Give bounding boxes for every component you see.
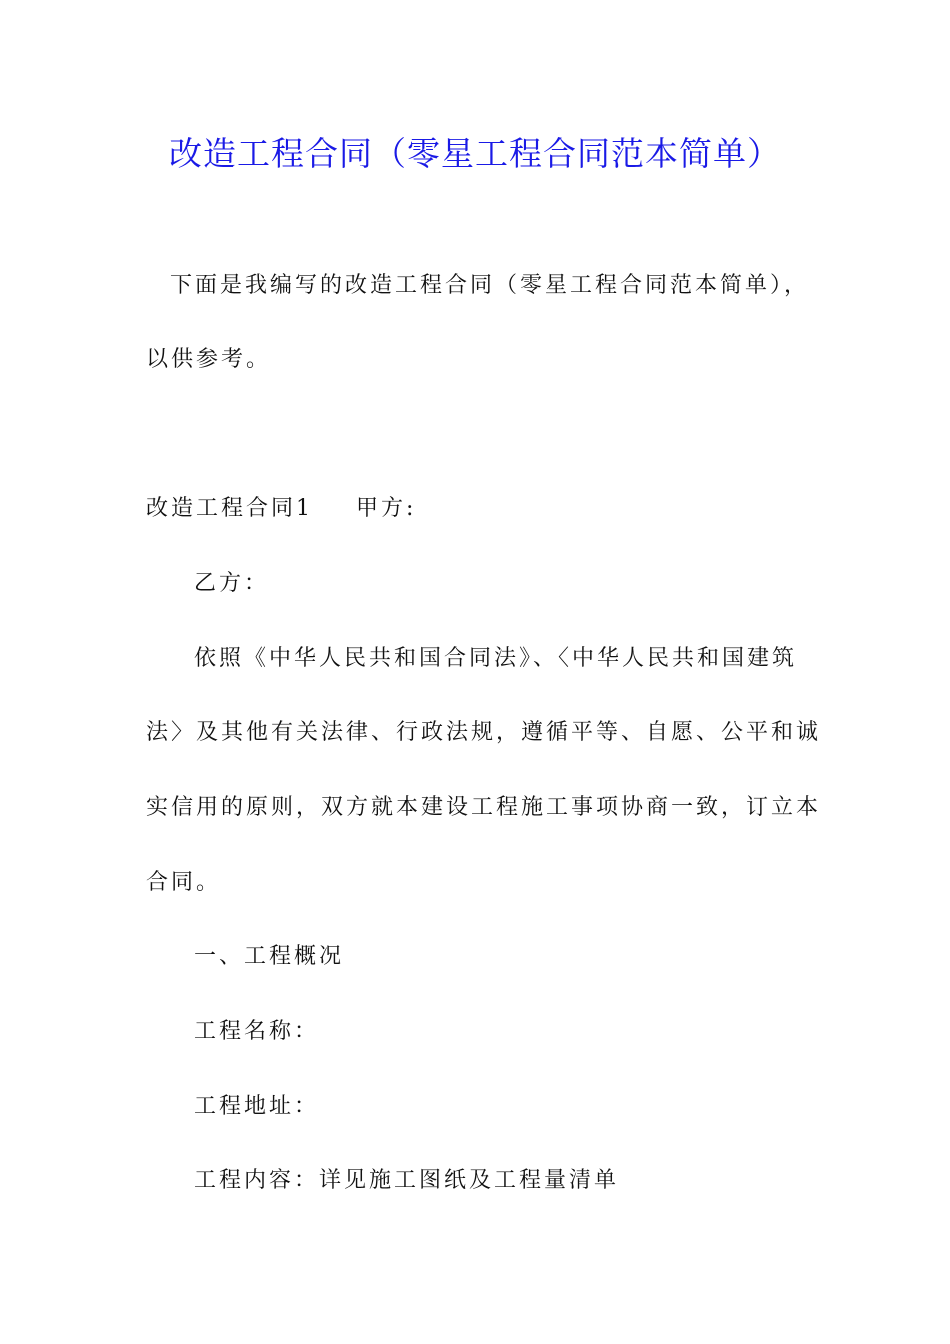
contract-heading: 改造工程合同1 [146,496,313,521]
intro-line-2: 以供参考。 [146,347,272,372]
project-content-label: 工程内容：详见施工图纸及工程量清单 [194,1168,620,1193]
intro-line-1: 下面是我编写的改造工程合同（零星工程合同范本简单）， [170,273,810,298]
project-address-label: 工程地址： [194,1094,320,1119]
section-1-heading: 一、工程概况 [194,944,345,969]
party-b-label: 乙方： [194,571,270,596]
paragraph-1-line-2: 法〉及其他有关法律、行政法规，遵循平等、自愿、公平和诚 [146,720,822,745]
paragraph-1-line-4: 合同。 [146,870,222,895]
party-a-label: 甲方: [356,496,417,521]
project-name-label: 工程名称： [194,1019,320,1044]
document-title: 改造工程合同（零星工程合同范本简单） [169,134,781,173]
paragraph-1-line-3: 实信用的原则，双方就本建设工程施工事项协商一致，订立本 [146,795,822,820]
paragraph-1-line-1: 依照《中华人民共和国合同法》、〈中华人民共和国建筑 [194,646,798,671]
